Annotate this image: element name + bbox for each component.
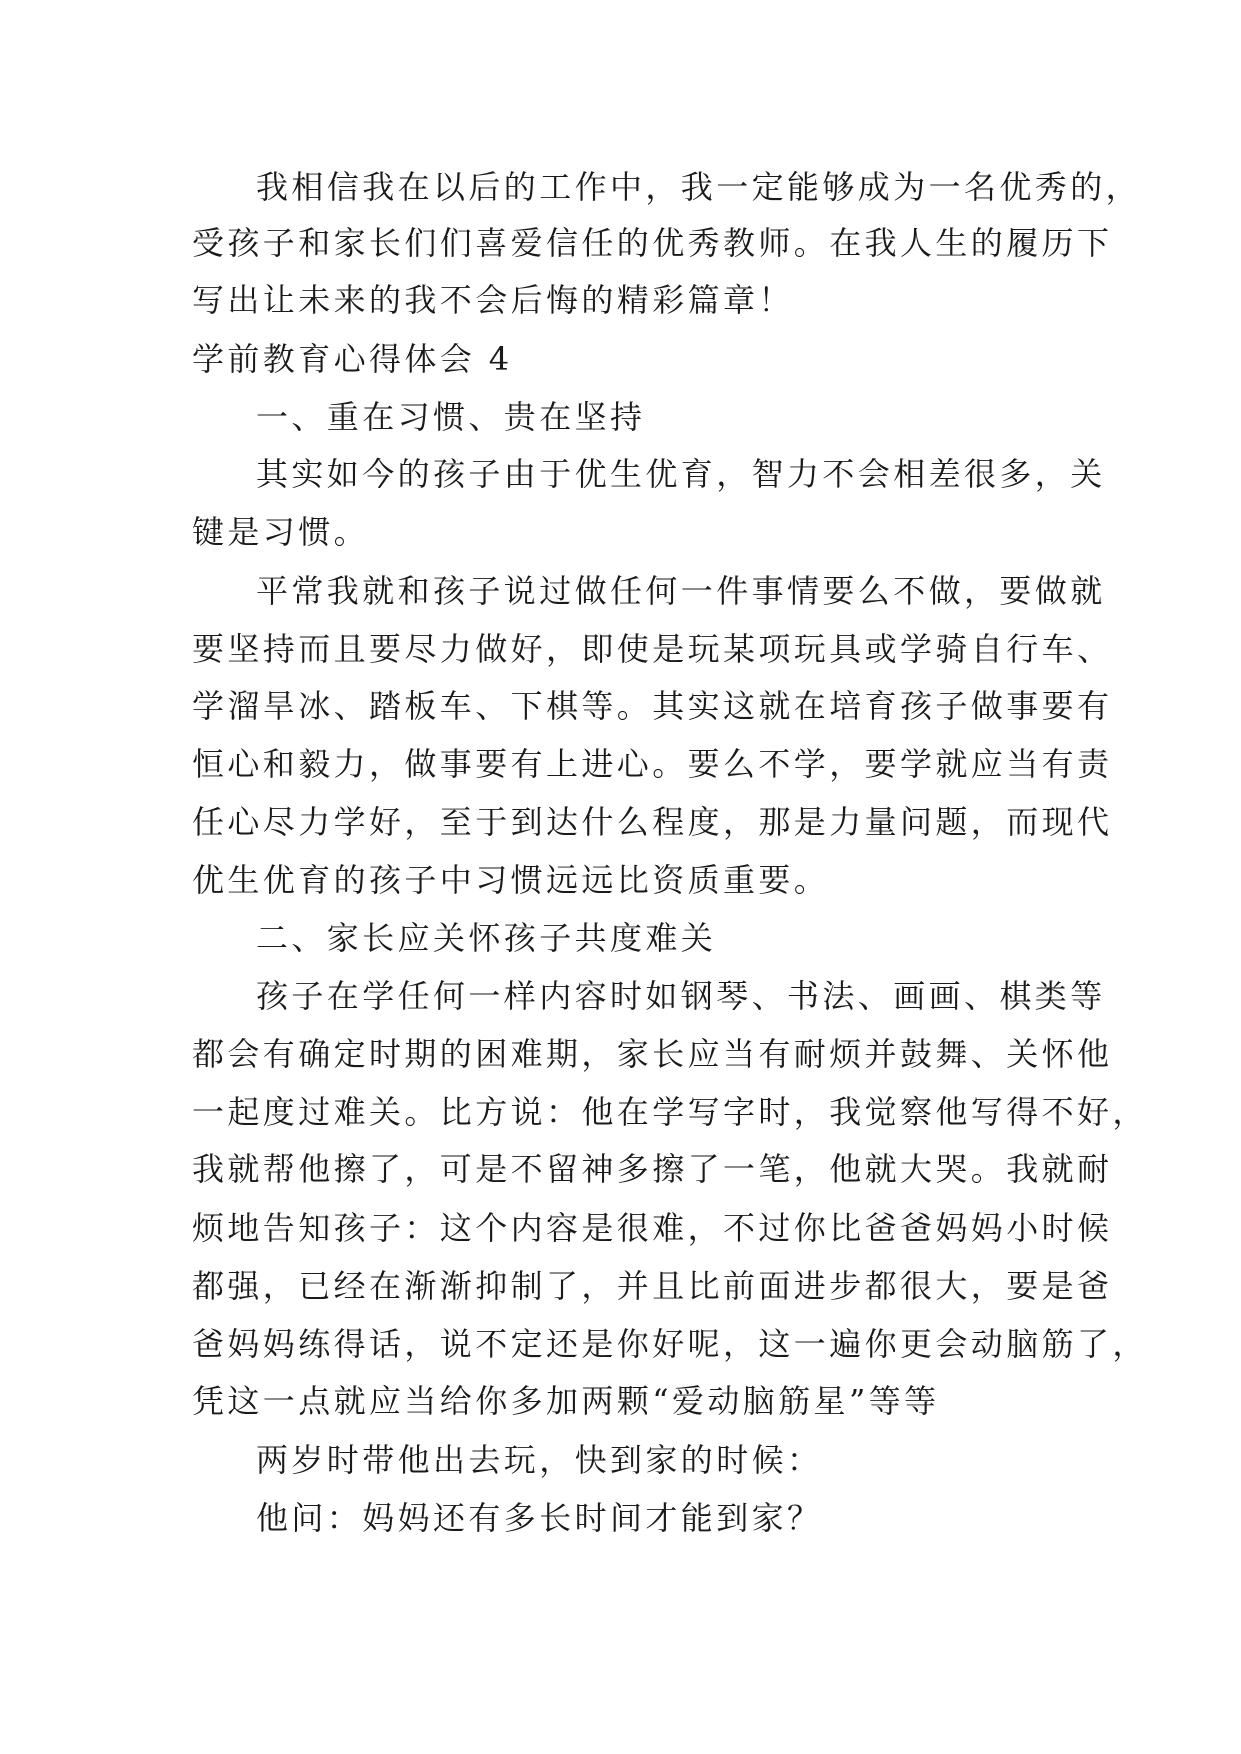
paragraph-line: 他问：妈妈还有多长时间才能到家？ [256,1499,823,1537]
paragraph-line: 一起度过难关。比方说：他在学写字时，我觉察他写得不好， [192,1093,1148,1131]
paragraph-line: 要坚持而且要尽力做好，即使是玩某项玩具或学骑自行车、 [192,630,1113,668]
paragraph-line: 优生优育的孩子中习惯远远比资质重要。 [192,861,830,899]
paragraph-line: 我就帮他擦了，可是不留神多擦了一笔，他就大哭。我就耐 [192,1150,1113,1188]
paragraph-line: 孩子在学任何一样内容时如钢琴、书法、画画、棋类等 [256,977,1106,1015]
paragraph-line: 平常我就和孩子说过做任何一件事情要么不做，要做就 [256,572,1106,610]
paragraph-line: 写出让未来的我不会后悔的精彩篇章！ [192,281,794,319]
paragraph-line: 学溜旱冰、踏板车、下棋等。其实这就在培育孩子做事要有 [192,687,1113,725]
section-heading-2: 二、家长应关怀孩子共度难关 [256,919,717,957]
paragraph-line: 爸妈妈练得话，说不定还是你好呢，这一遍你更会动脑筋了， [192,1325,1148,1363]
paragraph-line: 受孩子和家长们们喜爱信任的优秀教师。在我人生的履历下 [192,224,1113,262]
paragraph-line: 都会有确定时期的困难期，家长应当有耐烦并鼓舞、关怀他 [192,1035,1113,1073]
paragraph-line: 都强，已经在渐渐抑制了，并且比前面进步都很大，要是爸 [192,1267,1113,1305]
paragraph-line: 两岁时带他出去玩，快到家的时候： [256,1441,823,1479]
paragraph-line: 我相信我在以后的工作中，我一定能够成为一名优秀的， [256,168,1142,206]
section-heading-1: 一、重在习惯、贵在坚持 [256,398,646,436]
section-title: 学前教育心得体会 4 [192,340,513,378]
paragraph-line: 任心尽力学好，至于到达什么程度，那是力量问题，而现代 [192,803,1113,841]
paragraph-line: 烦地告知孩子：这个内容是很难，不过你比爸爸妈妈小时候 [192,1209,1113,1247]
paragraph-line: 恒心和毅力，做事要有上进心。要么不学，要学就应当有责 [192,745,1113,783]
paragraph-line: 键是习惯。 [192,513,370,551]
paragraph-line: 其实如今的孩子由于优生优育，智力不会相差很多，关 [256,455,1106,493]
paragraph-line: 凭这一点就应当给你多加两颗“爱动脑筋星”等等 [192,1382,940,1420]
